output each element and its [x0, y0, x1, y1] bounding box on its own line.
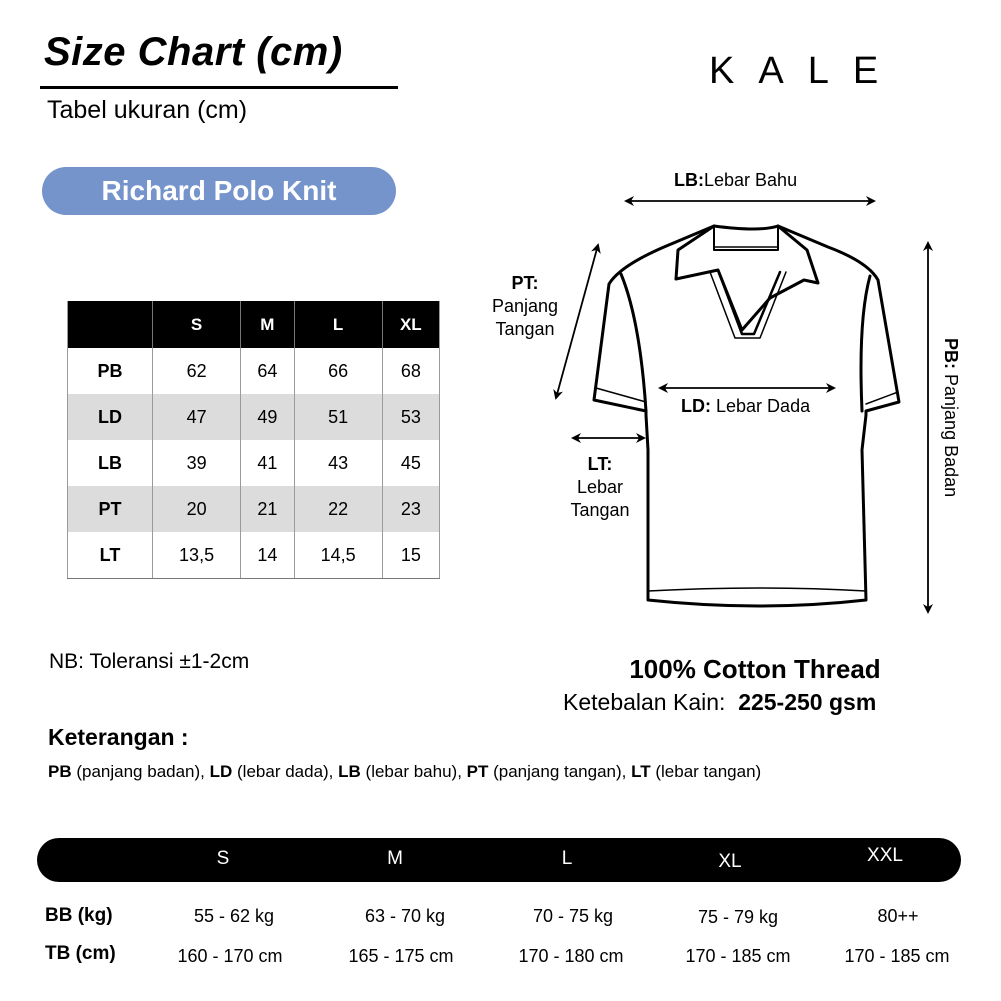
fit-cell: 170 - 185 cm: [844, 946, 950, 966]
table-cell: 68: [382, 348, 439, 394]
tolerance-note: NB: Toleransi ±1-2cm: [49, 650, 250, 673]
fit-cell: 80++: [877, 906, 919, 926]
table-cell: 14,5: [294, 532, 382, 579]
fit-size-header: XL: [718, 851, 742, 872]
fit-cell: 165 - 175 cm: [348, 946, 454, 966]
fit-size-header: M: [387, 848, 403, 869]
fit-row-label-weight: BB (kg): [45, 905, 113, 926]
table-cell: 39: [153, 440, 241, 486]
table-cell: 64: [241, 348, 294, 394]
table-cell: 66: [294, 348, 382, 394]
table-cell: 23: [382, 486, 439, 532]
table-cell: 51: [294, 394, 382, 440]
row-label: LB: [68, 440, 153, 486]
row-label: LT: [68, 532, 153, 579]
lt-label: LT: Lebar Tangan: [570, 454, 630, 520]
row-label: PT: [68, 486, 153, 532]
table-header-cell: S: [153, 301, 241, 348]
fit-cell: 160 - 170 cm: [177, 946, 283, 966]
fit-cell: 70 - 75 kg: [532, 906, 614, 926]
fit-cell: 63 - 70 kg: [364, 906, 446, 926]
table-cell: 43: [294, 440, 382, 486]
table-cell: 45: [382, 440, 439, 486]
table-cell: 47: [153, 394, 241, 440]
material-text: 100% Cotton Thread: [629, 654, 881, 684]
table-cell: 49: [241, 394, 294, 440]
page-title: Size Chart (cm): [44, 30, 343, 74]
fit-cell: 75 - 79 kg: [697, 907, 779, 927]
fabric-thickness: Ketebalan Kain: 225-250 gsm: [563, 689, 877, 715]
table-cell: 15: [382, 532, 439, 579]
table-header-cell: L: [294, 301, 382, 348]
fit-guide-header-bar: [37, 838, 961, 882]
fit-cell: 170 - 180 cm: [518, 946, 624, 966]
row-label: LD: [68, 394, 153, 440]
ld-label: LD: Lebar Dada: [681, 396, 811, 416]
table-cell: 22: [294, 486, 382, 532]
lb-label: LB:Lebar Bahu: [674, 170, 798, 190]
fit-size-header: XXL: [867, 845, 903, 866]
pt-label: PT: Panjang Tangan: [491, 273, 559, 339]
product-name-badge: Richard Polo Knit: [42, 167, 396, 215]
table-cell: 13,5: [153, 532, 241, 579]
fit-size-header: S: [216, 848, 230, 869]
pb-label: PB: Panjang Badan: [941, 338, 961, 498]
table-cell: 20: [153, 486, 241, 532]
fit-cell: 170 - 185 cm: [685, 946, 791, 966]
row-label: PB: [68, 348, 153, 394]
table-cell: 21: [241, 486, 294, 532]
table-header-cell: M: [241, 301, 294, 348]
table-header-cell: XL: [382, 301, 439, 348]
brand-logo: KALE: [709, 50, 903, 92]
page-subtitle: Tabel ukuran (cm): [47, 96, 248, 124]
table-cell: 41: [241, 440, 294, 486]
fit-row-label-height: TB (cm): [45, 943, 116, 964]
legend-line: PB (panjang badan), LD (lebar dada), LB (lebar bahu), PT (panjang tangan), LT (lebar tangan): [48, 762, 762, 781]
table-cell: 14: [241, 532, 294, 579]
fit-size-header: L: [561, 848, 573, 869]
legend-title: Keterangan :: [48, 724, 189, 750]
table-cell: 62: [153, 348, 241, 394]
table-cell: 53: [382, 394, 439, 440]
fit-cell: 55 - 62 kg: [193, 906, 275, 926]
